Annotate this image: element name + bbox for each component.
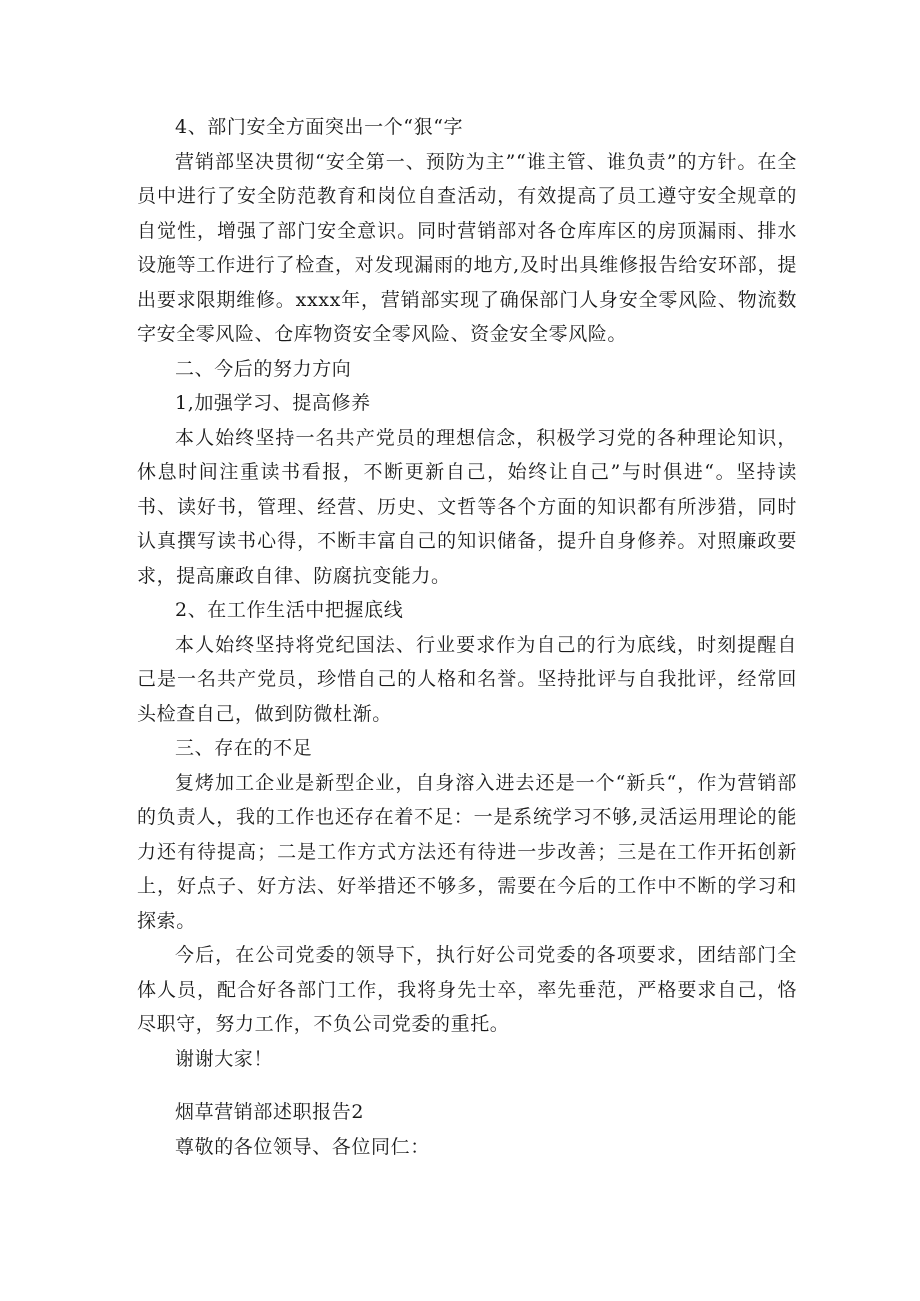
paragraph-bottom-line: 本人始终坚持将党纪国法、行业要求作为自己的行为底线，时刻提醒自己是一名共产党员，珍惜自己的人格和名誉。坚持批评与自我批评，经常回头检查自己，做到防微杜渐。 (137, 633, 797, 725)
heading-study: 1,加强学习、提高修养 (175, 392, 371, 414)
paragraph-safety: 营销部坚决贯彻“安全第一、预防为主”“谁主管、谁负责”的方针。在全员中进行了安全防范教育和岗位自查活动，有效提高了员工遵守安全规章的自觉性，增强了部门安全意识。同时营销部对各仓库库区的房顶漏雨、排水设施等工作进行了检查，对发现漏雨的地方,及时出具维修报告给安环部，提出要求限期维修。xxxx年，营销部实现了确保部门人身安全零风险、物流数字安全零风险、仓库物资安全零风险、资金安全零风险。 (137, 150, 797, 345)
salutation: 尊敬的各位领导、各位同仁： (175, 1135, 430, 1158)
heading-bottom-line: 2、在工作生活中把握底线 (175, 599, 404, 621)
paragraph-thanks: 谢谢大家！ (175, 1047, 274, 1070)
heading-future-direction: 二、今后的努力方向 (175, 357, 352, 380)
next-report-title: 烟草营销部述职报告2 (175, 1101, 365, 1123)
heading-safety: 4、部门安全方面突出一个“狠“字 (175, 116, 464, 138)
report-body (137, 110, 797, 1076)
paragraph-study: 本人始终坚持一名共产党员的理想信念，积极学习党的各种理论知识，休息时间注重读书看报，不断更新自己，始终让自己”与时俱进“。坚持读书、读好书，管理、经营、历史、文哲等各个方面的知识都有所涉猎，同时认真撰写读书心得，不断丰富自己的知识储备，提升自身修养。对照廉政要求，提高廉政自律、防腐抗变能力。 (137, 426, 797, 587)
paragraph-going-forward: 今后，在公司党委的领导下，执行好公司党委的各项要求，团结部门全体人员，配合好各部门工作，我将身先士卒，率先垂范，严格要求自己，恪尽职守，努力工作，不负公司党委的重托。 (137, 944, 797, 1035)
next-report-start (137, 1095, 797, 1164)
heading-shortcomings: 三、存在的不足 (175, 737, 313, 759)
paragraph-shortcomings: 复烤加工企业是新型企业，自身溶入进去还是一个“新兵“，作为营销部的负责人，我的工作也还存在着不足：一是系统学习不够,灵活运用理论的能力还有待提高；二是工作方式方法还有待进一步改善；三是在工作开拓创新上，好点子、好方法、好举措还不够多，需要在今后的工作中不断的学习和探索。 (137, 771, 797, 932)
